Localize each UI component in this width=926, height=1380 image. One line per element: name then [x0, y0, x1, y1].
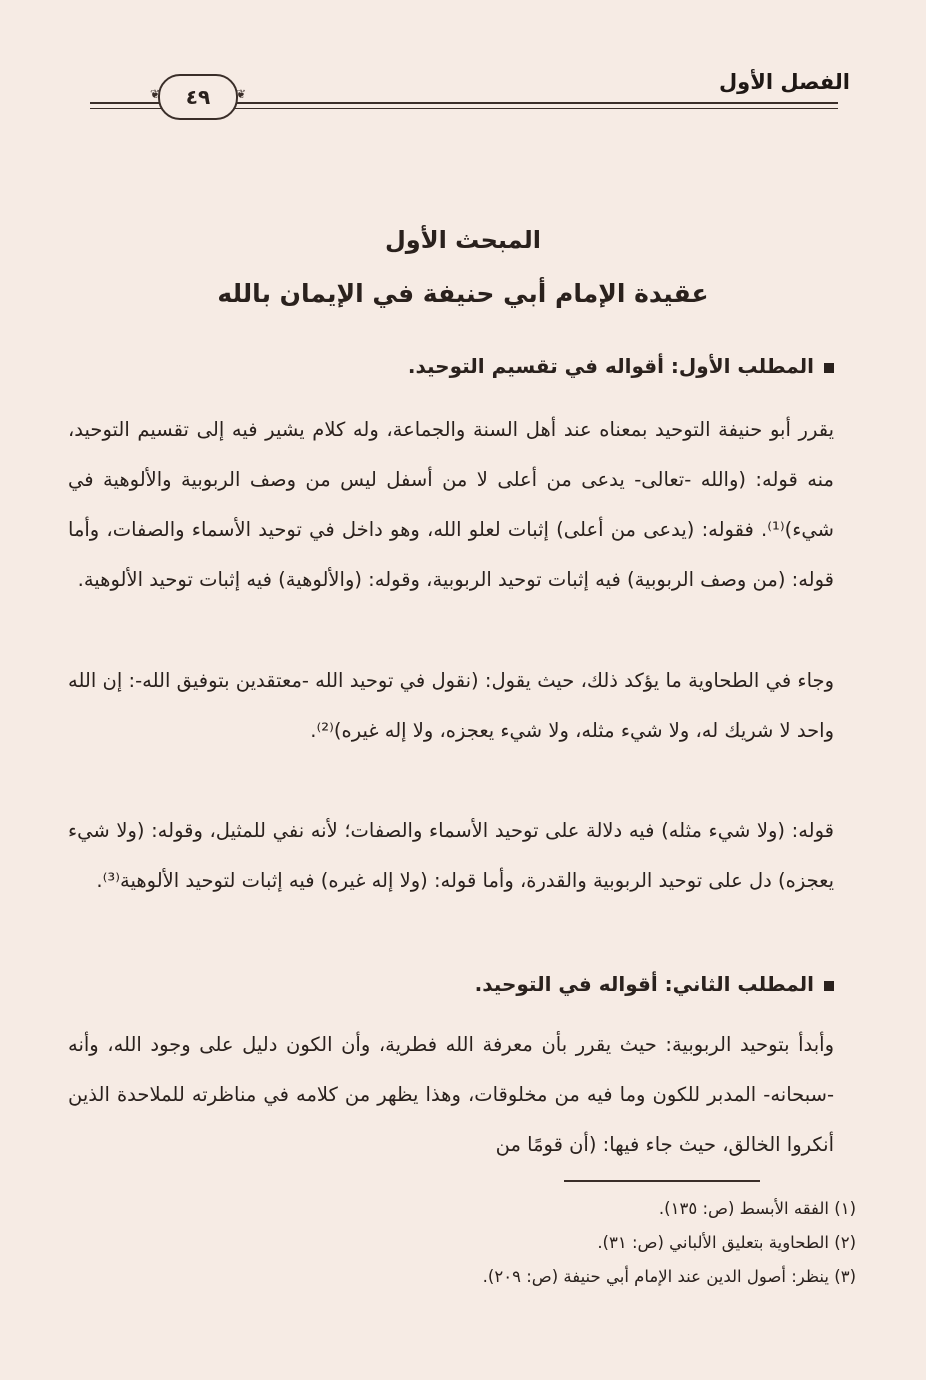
section-heading-2: [92, 972, 834, 996]
running-header: [90, 66, 850, 116]
square-bullet-icon: [824, 363, 834, 373]
chapter-label: الفصل الأول: [718, 70, 850, 94]
section-heading-text: المطلب الأول: أقواله في تقسيم التوحيد.: [407, 354, 814, 378]
section-heading-1: [92, 354, 834, 378]
paragraph-4: وأبدأ بتوحيد الربوبية: حيث يقرر بأن معرفة الله فطرية، وأن الكون دليل على وجود الله، وأنه -سبحانه- المدبر للكون وما فيه من مخلوقات، وهذا يظهر من كلامه في مناظرته للملاحدة الذين أنكروا الخالق، حيث جاء فيها: (أن قومًا من: [68, 1033, 834, 1156]
ornament-icon: ❦: [235, 87, 246, 101]
paragraph-3: قوله: (ولا شيء مثله) فيه دلالة على توحيد الأسماء والصفات؛ لأنه نفي للمثيل، وقوله: (ولا شيء يعجزه) دل على توحيد الربوبية والقدرة، وأما قوله: (ولا إله غيره) فيه إثبات لتوحيد الألوهية⁽³⁾.: [68, 819, 834, 892]
paragraph-1: يقرر أبو حنيفة التوحيد بمعناه عند أهل السنة والجماعة، وله كلام يشير فيه إلى تقسيم التوحيد، منه قوله: (والله -تعالى- يدعى من أعلى لا من أسفل ليس من وصف الربوبية والألوهية في شيء)⁽¹⁾. فقوله: (يدعى من أعلى) إثبات لعلو الله، وهو داخل في توحيد الأسماء والصفات، وأما قوله: (من وصف الربوبية) فيه إثبات توحيد الربوبية، وقوله: (والألوهية) فيه إثبات توحيد الألوهية.: [68, 418, 834, 591]
square-bullet-icon: [824, 981, 834, 991]
page-number: ٤٩: [185, 85, 211, 109]
chapter-subtitle: عقيدة الإمام أبي حنيفة في الإيمان بالله: [217, 279, 709, 308]
paragraph-2: وجاء في الطحاوية ما يؤكد ذلك، حيث يقول: (نقول في توحيد الله -معتقدين بتوفيق الله-: إن الله واحد لا شريك له، ولا شيء مثله، ولا شيء يعجزه، ولا إله غيره)⁽²⁾.: [68, 669, 834, 742]
page-number-badge: [150, 74, 246, 120]
footnote: (٣) ينظر: أصول الدين عند الإمام أبي حنيفة (ص: ٢٠٩).: [482, 1267, 856, 1286]
footnote-separator: [564, 1180, 760, 1182]
footnote: (٢) الطحاوية بتعليق الألباني (ص: ٣١).: [597, 1233, 856, 1252]
footnote: (١) الفقه الأبسط (ص: ١٣٥).: [658, 1199, 856, 1218]
section-heading-text: المطلب الثاني: أقواله في التوحيد.: [474, 972, 814, 996]
footnotes: [96, 1192, 856, 1294]
chapter-title: المبحث الأول: [384, 226, 542, 254]
ornament-icon: ❦: [150, 87, 161, 101]
